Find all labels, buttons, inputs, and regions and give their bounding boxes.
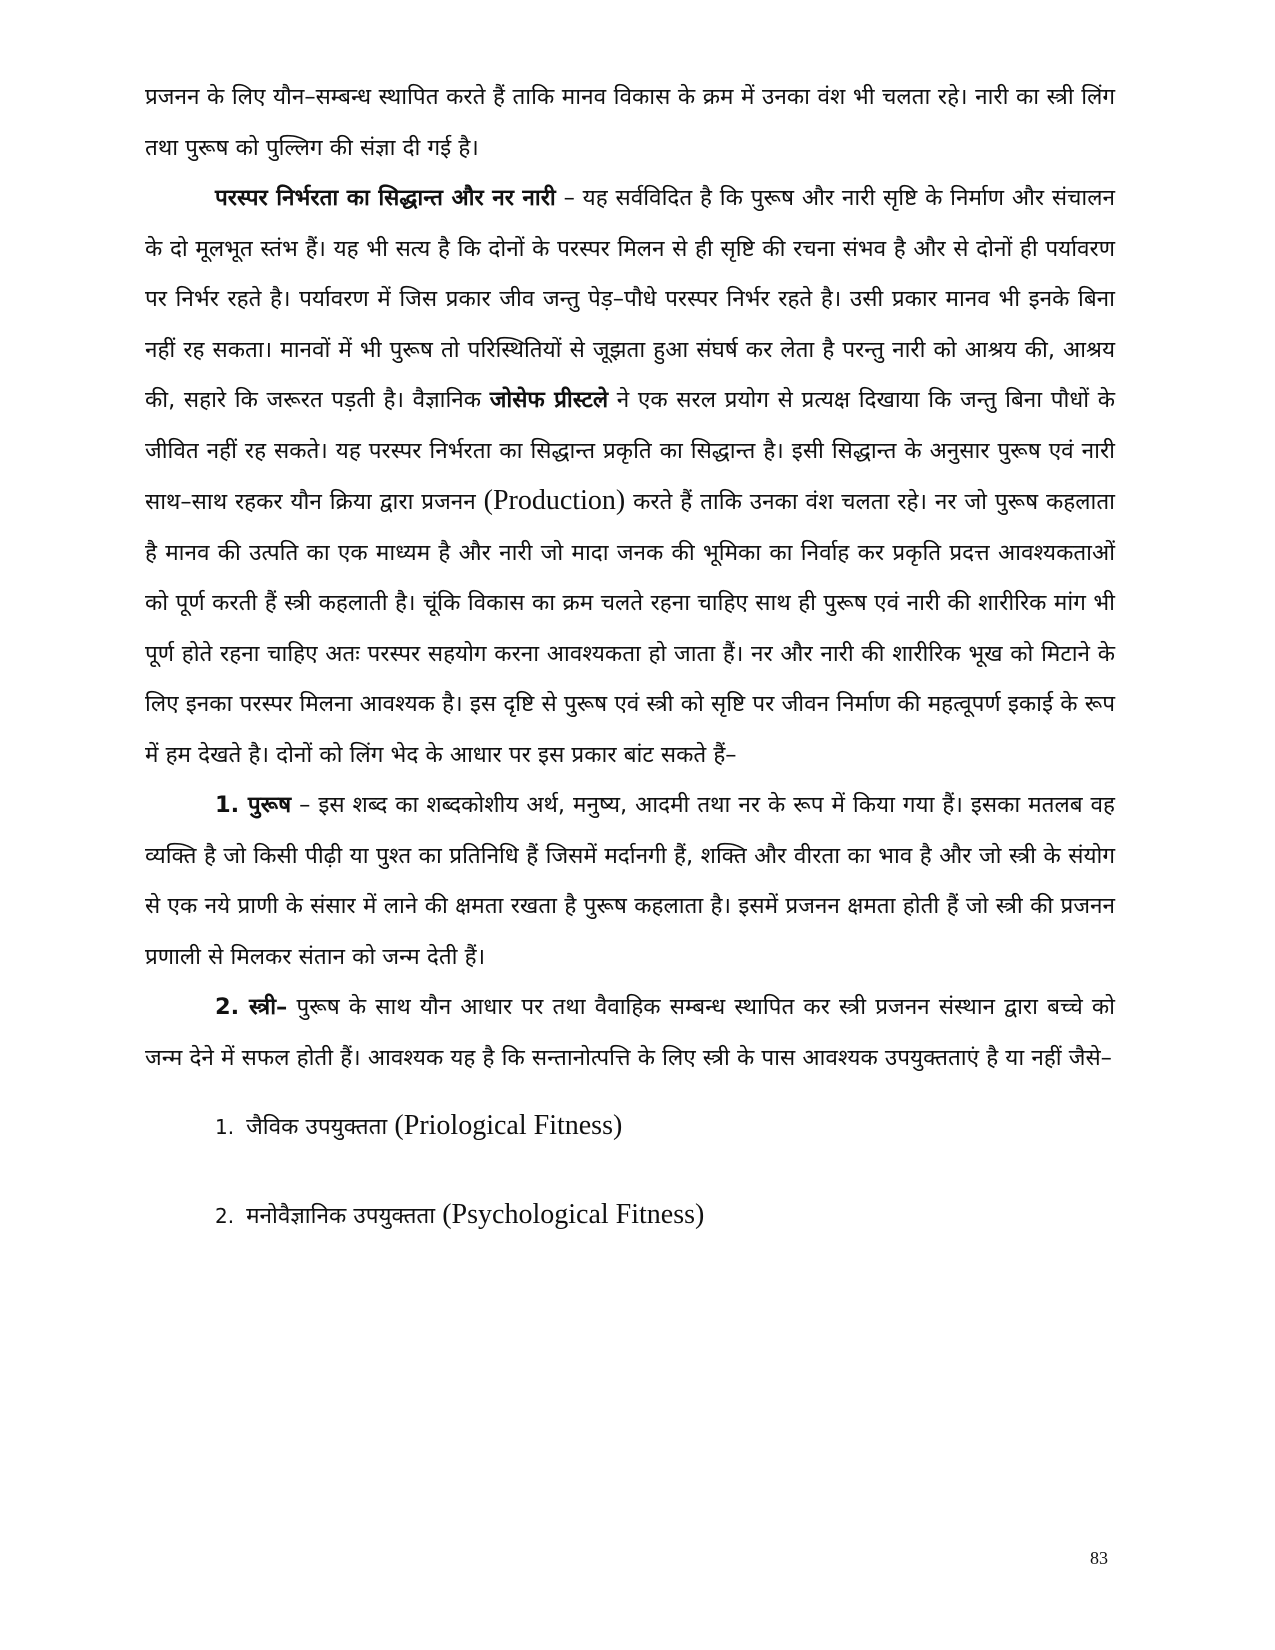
list-item-label: जैविक उपयुक्तता [246, 1114, 388, 1140]
paragraph-2-text-b: ने एक सरल प्रयोग से प्रत्यक्ष दिखाया कि जन्तु बिना पौधों के जीवित नहीं रह सकते। यह परस्पर निर्भरता का सिद्धान्त प्रकृति का सिद्धान्त है। इसी सिद्धान्त के अनुसार पुरूष एवं नारी साथ–साथ रहकर यौन क्रिया द्वारा प्रजनन [145, 387, 1115, 515]
list-item [215, 1190, 1115, 1241]
page-body [145, 72, 1115, 1241]
section-heading-male: 1. पुरूष [215, 792, 292, 818]
list-item-english: (Priological Fitness) [394, 1110, 623, 1141]
list-item-label: मनोवैज्ञानिक उपयुक्तता [246, 1203, 436, 1229]
paragraph-2-text-a: – यह सर्वविदित है कि पुरूष और नारी सृष्टि के निर्माण और संचालन के दो मूलभूत स्तंभ हैं। यह भी सत्य है कि दोनों के परस्पर मिलन से ही सृष्टि की रचना संभव है और से दोनों ही पर्यावरण पर निर्भर रहते है। पर्यावरण में जिस प्रकार जीव जन्तु पेड़–पौधे परस्पर निर्भर रहते है। उसी प्रकार मानव भी इनके बिना नहीं रह सकता। मानवों में भी पुरूष तो परिस्थितियों से जूझता हुआ संघर्ष कर लेता है परन्तु नारी को आश्रय की, आश्रय की, सहारे कि जरूरत पड़ती है। वैज्ञानिक [145, 185, 1115, 413]
list-item-english: (Psychological Fitness) [442, 1199, 705, 1230]
list-item-number: 2. [215, 1204, 235, 1228]
list-item-number: 1. [215, 1115, 235, 1139]
section-heading-interdependence: परस्पर निर्भरता का सिद्धान्त और नर नारी [215, 185, 556, 211]
page-number: 83 [1090, 1548, 1108, 1568]
list-item [215, 1101, 1115, 1152]
paragraph-1 [145, 72, 1115, 173]
paragraph-3-text: – इस शब्द का शब्दकोशीय अर्थ, मनुष्य, आदमी तथा नर के रूप में किया गया हैं। इसका मतलब वह व्यक्ति है जो किसी पीढ़ी या पुश्त का प्रतिनिधि हैं जिसमें मर्दानगी हैं, शक्ति और वीरता का भाव है और जो स्त्री के संयोग से एक नये प्राणी के संसार में लाने की क्षमता रखता है पुरूष कहलाता है। इसमें प्रजनन क्षमता होती हैं जो स्त्री की प्रजनन प्रणाली से मिलकर संतान को जन्म देती हैं। [145, 792, 1115, 970]
paragraph-2-text-c: करते हैं ताकि उनका वंश चलता रहे। नर जो पुरूष कहलाता है मानव की उत्पति का एक माध्यम है और नारी जो मादा जनक की भूमिका का निर्वाह कर प्रकृति प्रदत्त आवश्यकताओं को पूर्ण करती हैं स्त्री कहलाती है। चूंकि विकास का क्रम चलते रहना चाहिए साथ ही पुरूष एवं नारी की शारीरिक मांग भी पूर्ण होते रहना चाहिए अतः परस्पर सहयोग करना आवश्यकता हो जाता हैं। नर और नारी की शारीरिक भूख को मिटाने के लिए इनका परस्पर मिलना आवश्यक है। इस दृष्टि से पुरूष एवं स्त्री को सृष्टि पर जीवन निर्माण की महत्वूपर्ण इकाई के रूप में हम देखते है। दोनों को लिंग भेद के आधार पर इस प्रकार बांट सकते हैं– [145, 489, 1115, 768]
section-heading-female: 2. स्त्री– [215, 994, 288, 1020]
scientist-name: जोसेफ प्रीस्टले [489, 387, 609, 413]
paragraph-female [145, 982, 1115, 1083]
paragraph-interdependence [145, 173, 1115, 780]
paragraph-male [145, 780, 1115, 982]
paragraph-4-text: पुरूष के साथ यौन आधार पर तथा वैवाहिक सम्बन्ध स्थापित कर स्त्री प्रजनन संस्थान द्वारा बच्चे को जन्म देने में सफल होती हैं। आवश्यक यह है कि सन्तानोत्पत्ति के लिए स्त्री के पास आवश्यक उपयुक्तताएं है या नहीं जैसे– [145, 994, 1115, 1071]
paragraph-1-text: प्रजनन के लिए यौन–सम्बन्ध स्थापित करते हैं ताकि मानव विकास के क्रम में उनका वंश भी चलता रहे। नारी का स्त्री लिंग तथा पुरूष को पुल्लिग की संज्ञा दी गई है। [145, 84, 1115, 161]
fitness-list [145, 1101, 1115, 1241]
english-term-production: (Production) [483, 485, 626, 516]
